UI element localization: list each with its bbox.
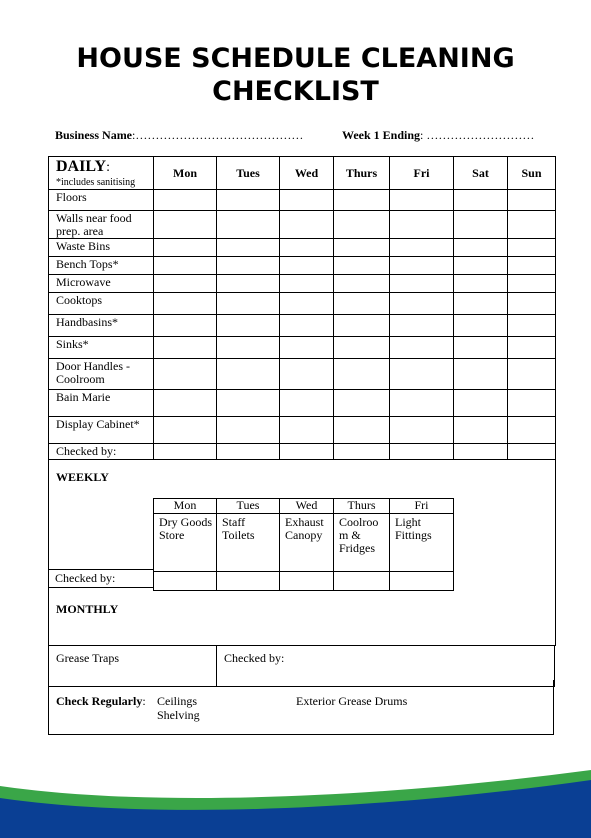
daily-task-label: Sinks*	[49, 337, 154, 359]
business-name-label: Business Name	[55, 128, 133, 142]
table-row	[49, 257, 556, 275]
daily-check-cell-fri[interactable]	[390, 390, 454, 417]
daily-check-cell-thurs[interactable]	[334, 390, 390, 417]
daily-check-cell-tues[interactable]	[217, 257, 280, 275]
daily-check-cell-wed[interactable]	[280, 275, 334, 293]
daily-day-header-tues: Tues	[217, 157, 280, 190]
table-row	[49, 211, 556, 239]
daily-check-cell-sat[interactable]	[454, 359, 508, 390]
daily-check-cell-thurs[interactable]	[334, 257, 390, 275]
business-name-blank: :……………………………………	[132, 128, 304, 142]
daily-check-cell-sun[interactable]	[508, 190, 556, 211]
daily-task-label: Cooktops	[49, 293, 154, 315]
daily-task-label: Bench Tops*	[49, 257, 154, 275]
weekly-table	[153, 498, 454, 591]
daily-day-header-sat: Sat	[454, 157, 508, 190]
daily-check-cell-tues[interactable]	[217, 190, 280, 211]
daily-check-cell-thurs[interactable]	[334, 190, 390, 211]
daily-task-label: Display Cabinet*	[49, 417, 154, 444]
daily-check-cell-wed[interactable]	[280, 257, 334, 275]
daily-check-cell-sun[interactable]	[508, 257, 556, 275]
daily-check-cell-sat[interactable]	[454, 257, 508, 275]
daily-check-cell-thurs[interactable]	[334, 359, 390, 390]
daily-check-cell-sat[interactable]	[454, 417, 508, 444]
business-name-field[interactable]	[55, 128, 303, 143]
weekly-day-header-tues: Tues	[217, 499, 280, 514]
monthly-checked-by[interactable]: Checked by:	[217, 646, 555, 687]
check-item-exterior-grease-drums: Exterior Grease Drums	[296, 694, 408, 708]
daily-check-cell-tues[interactable]	[217, 359, 280, 390]
weekly-task-cell[interactable]: Exhaust Canopy	[280, 514, 334, 572]
weekly-day-header-fri: Fri	[390, 499, 454, 514]
weekly-checked-by-cell-mon[interactable]	[154, 572, 217, 591]
daily-check-cell-mon[interactable]	[154, 315, 217, 337]
daily-check-cell-thurs[interactable]	[334, 337, 390, 359]
daily-heading: DAILY	[56, 158, 107, 175]
weekly-day-header-thurs: Thurs	[334, 499, 390, 514]
daily-check-cell-mon[interactable]	[154, 275, 217, 293]
daily-check-cell-mon[interactable]	[154, 390, 217, 417]
check-item-shelving: Shelving	[157, 708, 200, 722]
daily-check-cell-sat[interactable]	[454, 315, 508, 337]
daily-check-cell-wed[interactable]	[280, 239, 334, 257]
daily-check-cell-fri[interactable]	[390, 275, 454, 293]
check-regularly-label-text: Check Regularly	[56, 694, 143, 708]
daily-check-cell-fri[interactable]	[390, 239, 454, 257]
daily-check-cell-mon[interactable]	[154, 257, 217, 275]
daily-day-header-fri: Fri	[390, 157, 454, 190]
daily-task-label: Microwave	[49, 275, 154, 293]
daily-check-cell-thurs[interactable]	[334, 211, 390, 239]
daily-check-cell-mon[interactable]	[154, 359, 217, 390]
check-regularly-col1	[157, 694, 200, 722]
daily-check-cell-mon[interactable]	[154, 417, 217, 444]
daily-check-cell-sun[interactable]	[508, 390, 556, 417]
daily-check-cell-sun[interactable]	[508, 211, 556, 239]
daily-heading-colon: :	[106, 160, 110, 175]
daily-check-cell-mon[interactable]	[154, 211, 217, 239]
monthly-heading: MONTHLY	[56, 602, 119, 616]
weekly-task-cell[interactable]: Coolroo m & Fridges	[334, 514, 390, 572]
daily-check-cell-sun[interactable]	[508, 275, 556, 293]
daily-check-cell-thurs[interactable]	[334, 239, 390, 257]
check-regularly-label	[56, 694, 146, 709]
page-title	[0, 42, 591, 108]
daily-check-cell-fri[interactable]	[390, 190, 454, 211]
table-row	[49, 293, 556, 315]
daily-check-cell-tues[interactable]	[217, 417, 280, 444]
check-regularly-col2	[296, 694, 407, 709]
daily-check-cell-tues[interactable]	[217, 315, 280, 337]
daily-heading-cell	[49, 157, 154, 190]
daily-check-cell-fri[interactable]	[390, 337, 454, 359]
daily-check-cell-wed[interactable]	[280, 190, 334, 211]
weekly-checked-by-cell-tues[interactable]	[217, 572, 280, 591]
weekly-task-cell[interactable]: Staff Toilets	[217, 514, 280, 572]
daily-task-label: Handbasins*	[49, 315, 154, 337]
title-line-1: HOUSE SCHEDULE CLEANING	[76, 43, 515, 74]
daily-note: *includes sanitising	[56, 177, 136, 188]
daily-check-cell-wed[interactable]	[280, 417, 334, 444]
daily-check-cell-sun[interactable]	[508, 337, 556, 359]
table-row	[49, 390, 556, 417]
footer-wave-graphic	[0, 740, 591, 838]
daily-check-cell-tues[interactable]	[217, 275, 280, 293]
table-row	[49, 315, 556, 337]
daily-check-cell-sat[interactable]	[454, 239, 508, 257]
week-ending-label: Week 1 Ending	[342, 128, 421, 142]
weekly-checked-by-cell-fri[interactable]	[390, 572, 454, 591]
daily-check-cell-sun[interactable]	[508, 315, 556, 337]
daily-check-cell-mon[interactable]	[154, 190, 217, 211]
weekly-heading: WEEKLY	[56, 470, 109, 484]
daily-check-cell-wed[interactable]	[280, 293, 334, 315]
table-row	[49, 239, 556, 257]
check-regularly-box	[48, 680, 554, 735]
week-ending-field[interactable]	[342, 128, 534, 143]
daily-check-cell-fri[interactable]	[390, 359, 454, 390]
daily-task-label: Bain Marie	[49, 390, 154, 417]
check-regularly-colon: :	[142, 694, 146, 708]
daily-check-cell-mon[interactable]	[154, 239, 217, 257]
daily-check-cell-thurs[interactable]	[334, 293, 390, 315]
daily-check-cell-wed[interactable]	[280, 359, 334, 390]
daily-check-cell-fri[interactable]	[390, 315, 454, 337]
weekly-day-header-wed: Wed	[280, 499, 334, 514]
daily-check-cell-sat[interactable]	[454, 211, 508, 239]
daily-task-label: Floors	[49, 190, 154, 211]
daily-day-header-wed: Wed	[280, 157, 334, 190]
daily-check-cell-wed[interactable]	[280, 211, 334, 239]
weekly-checked-by-label: Checked by:	[48, 569, 153, 588]
daily-check-cell-thurs[interactable]	[334, 315, 390, 337]
weekly-task-cell[interactable]: Light Fittings	[390, 514, 454, 572]
daily-check-cell-fri[interactable]	[390, 257, 454, 275]
daily-day-header-sun: Sun	[508, 157, 556, 190]
week-ending-blank: : ………………………	[420, 128, 535, 142]
daily-check-cell-tues[interactable]	[217, 337, 280, 359]
daily-check-cell-mon[interactable]	[154, 337, 217, 359]
weekly-checked-by-cell-wed[interactable]	[280, 572, 334, 591]
weekly-checked-by-cell-thurs[interactable]	[334, 572, 390, 591]
daily-check-cell-mon[interactable]	[154, 293, 217, 315]
daily-check-cell-sat[interactable]	[454, 275, 508, 293]
daily-check-cell-sun[interactable]	[508, 239, 556, 257]
title-line-2: CHECKLIST	[212, 76, 379, 107]
table-row	[49, 275, 556, 293]
daily-check-cell-tues[interactable]	[217, 390, 280, 417]
weekly-task-cell[interactable]: Dry Goods Store	[154, 514, 217, 572]
daily-table	[48, 156, 556, 460]
daily-check-cell-fri[interactable]	[390, 293, 454, 315]
daily-check-cell-sat[interactable]	[454, 337, 508, 359]
weekly-day-header-mon: Mon	[154, 499, 217, 514]
table-row	[49, 359, 556, 390]
daily-check-cell-sun[interactable]	[508, 417, 556, 444]
daily-check-cell-wed[interactable]	[280, 337, 334, 359]
table-row	[49, 337, 556, 359]
daily-check-cell-tues[interactable]	[217, 239, 280, 257]
daily-task-label: Door Handles - Coolroom	[49, 359, 154, 390]
daily-day-header-mon: Mon	[154, 157, 217, 190]
table-row	[49, 190, 556, 211]
daily-day-header-thurs: Thurs	[334, 157, 390, 190]
check-item-ceilings: Ceilings	[157, 694, 198, 708]
daily-check-cell-sat[interactable]	[454, 293, 508, 315]
daily-task-label: Walls near food prep. area	[49, 211, 154, 239]
daily-check-cell-sat[interactable]	[454, 390, 508, 417]
daily-check-cell-tues[interactable]	[217, 211, 280, 239]
daily-check-cell-tues[interactable]	[217, 293, 280, 315]
monthly-task-grease-traps[interactable]: Grease Traps	[49, 646, 217, 687]
daily-check-cell-thurs[interactable]	[334, 417, 390, 444]
daily-check-cell-sat[interactable]	[454, 190, 508, 211]
daily-task-label: Waste Bins	[49, 239, 154, 257]
table-row	[49, 417, 556, 444]
daily-check-cell-fri[interactable]	[390, 211, 454, 239]
daily-check-cell-sun[interactable]	[508, 359, 556, 390]
daily-check-cell-wed[interactable]	[280, 315, 334, 337]
daily-check-cell-wed[interactable]	[280, 390, 334, 417]
daily-check-cell-sun[interactable]	[508, 293, 556, 315]
daily-check-cell-thurs[interactable]	[334, 275, 390, 293]
daily-checked-by-label: Checked by:	[49, 444, 154, 460]
daily-check-cell-fri[interactable]	[390, 417, 454, 444]
